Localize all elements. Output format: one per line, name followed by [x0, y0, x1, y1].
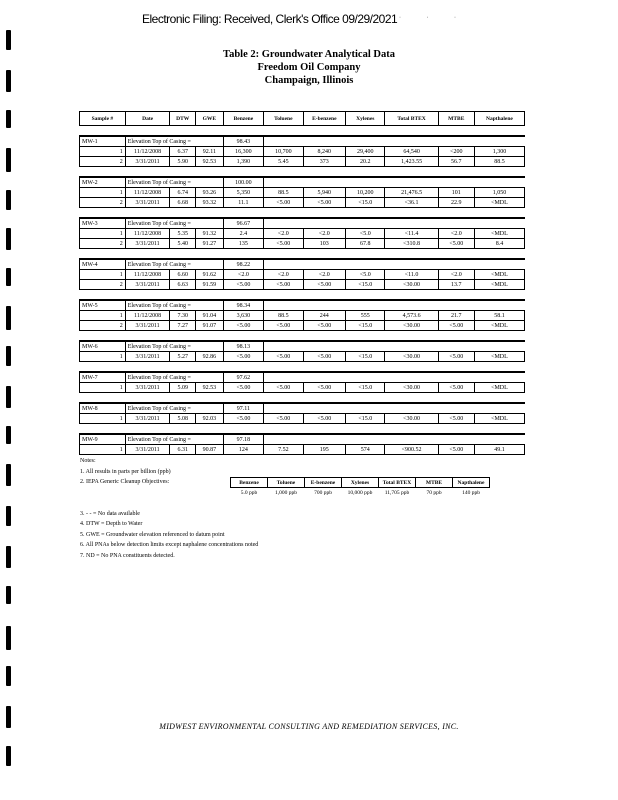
table-cell: <5.00 [438, 445, 474, 455]
table-cell: 8.4 [474, 239, 524, 249]
table-cell: 1 [80, 270, 126, 280]
table-cell: 5.90 [170, 157, 196, 167]
cleanup-header-row [231, 478, 490, 488]
table-row [80, 280, 525, 290]
well-header-row [80, 300, 525, 311]
table-cell: 5,940 [303, 188, 346, 198]
table-cell: 6.63 [170, 280, 196, 290]
table-row [80, 383, 525, 393]
well-header-row [80, 372, 525, 383]
spacer-cell [80, 126, 525, 137]
table-cell: 3/31/2011 [125, 198, 170, 208]
table-cell: 2 [80, 321, 126, 331]
cleanup-header: MTBE [416, 478, 453, 488]
table-cell: <MDL [474, 321, 524, 331]
table-cell: 4,573.6 [385, 311, 438, 321]
cleanup-header: Xylenes [342, 478, 379, 488]
table-cell: 91.07 [196, 321, 224, 331]
spacer-cell [80, 424, 525, 435]
table-cell: 1 [80, 229, 126, 239]
table-cell: 67.8 [346, 239, 385, 249]
table-cell: <5.0 [346, 229, 385, 239]
toc-label: Elevation Top of Casing = [125, 136, 223, 147]
toc-label: Elevation Top of Casing = [125, 372, 223, 383]
table-cell: 7.30 [170, 311, 196, 321]
toc-label: Elevation Top of Casing = [125, 434, 223, 445]
table-cell: <MDL [474, 270, 524, 280]
toc-label: Elevation Top of Casing = [125, 403, 223, 414]
toc-label: Elevation Top of Casing = [125, 259, 223, 270]
table-row [80, 147, 525, 157]
table-cell: <5.00 [438, 383, 474, 393]
table-cell: 1 [80, 445, 126, 455]
table-cell: <5.00 [264, 352, 303, 362]
note-item: 4. DTW = Depth to Water [80, 521, 143, 527]
well-id: MW-3 [80, 218, 126, 229]
table-cell: 11/12/2008 [125, 229, 170, 239]
well-id: MW-6 [80, 341, 126, 352]
table-cell: 92.11 [196, 147, 224, 157]
table-cell: <MDL [474, 352, 524, 362]
cleanup-value: 10,000 ppb [347, 489, 373, 496]
col-header: Toluene [264, 112, 303, 126]
col-header: DTW [170, 112, 196, 126]
toc-value: 98.34 [223, 300, 263, 311]
table-cell: <2.0 [303, 229, 346, 239]
table-cell: <MDL [474, 383, 524, 393]
table-cell: 11.1 [223, 198, 263, 208]
spacer-row [80, 362, 525, 373]
table-cell: 58.1 [474, 311, 524, 321]
table-cell: <5.00 [264, 383, 303, 393]
well-header-row [80, 259, 525, 270]
table-cell: 1 [80, 383, 126, 393]
spacer-row [80, 249, 525, 260]
table-cell: <15.0 [346, 321, 385, 331]
table-cell: 574 [346, 445, 385, 455]
table-cell: <2.0 [438, 229, 474, 239]
cleanup-value: 11,705 ppb [384, 489, 410, 496]
table-cell: 2 [80, 239, 126, 249]
spacer-cell [80, 393, 525, 404]
col-header: Benzene [223, 112, 263, 126]
table-cell: 6.60 [170, 270, 196, 280]
cleanup-value: 5.0 ppb [240, 489, 258, 496]
table-cell: 3/31/2011 [125, 239, 170, 249]
table-cell: 373 [303, 157, 346, 167]
table-cell: 195 [303, 445, 346, 455]
col-header: Total BTEX [385, 112, 438, 126]
table-cell: 92.03 [196, 414, 224, 424]
table-cell: 2 [80, 280, 126, 290]
toc-value: 98.22 [223, 259, 263, 270]
toc-label: Elevation Top of Casing = [125, 218, 223, 229]
table-cell: 5.45 [264, 157, 303, 167]
cleanup-value: 140 ppb [462, 489, 480, 496]
table-cell: 3/31/2011 [125, 321, 170, 331]
spacer-cell [80, 249, 525, 260]
table-cell: <5.00 [264, 198, 303, 208]
table-cell: <900.52 [385, 445, 438, 455]
table-cell: <MDL [474, 280, 524, 290]
note-item: 7. ND = No PNA constituents detected. [80, 552, 175, 559]
table-cell: <2.0 [264, 229, 303, 239]
col-header: Sample # [80, 112, 126, 126]
toc-value: 100.00 [223, 177, 263, 188]
table-cell: 1 [80, 414, 126, 424]
table-cell: 8,240 [303, 147, 346, 157]
table-cell: <5.00 [303, 383, 346, 393]
toc-blank [264, 403, 525, 414]
table-cell: 1 [80, 147, 126, 157]
well-id: MW-5 [80, 300, 126, 311]
table-cell: 1,423.55 [385, 157, 438, 167]
table-cell: 3/31/2011 [125, 352, 170, 362]
table-cell: 6.37 [170, 147, 196, 157]
table-cell: 101 [438, 188, 474, 198]
table-cell: 135 [223, 239, 263, 249]
table-cell: <310.8 [385, 239, 438, 249]
spacer-row [80, 393, 525, 404]
toc-label: Elevation Top of Casing = [125, 177, 223, 188]
table-row [80, 239, 525, 249]
col-header: Xylenes [346, 112, 385, 126]
table-cell: 5,350 [223, 188, 263, 198]
toc-blank [264, 341, 525, 352]
table-cell: 555 [346, 311, 385, 321]
table-cell: 64,540 [385, 147, 438, 157]
note-item: 5. GWE = Groundwater elevation referenced to datum point [80, 531, 225, 538]
well-id: MW-9 [80, 434, 126, 445]
table-cell: 5.27 [170, 352, 196, 362]
cleanup-value: 1,000 ppb [275, 489, 297, 496]
table-cell: 10,200 [346, 188, 385, 198]
cleanup-header: Toluene [268, 478, 305, 488]
spacer-row [80, 290, 525, 301]
table-cell: 5.09 [170, 383, 196, 393]
table-cell: 6.68 [170, 198, 196, 208]
table-cell: <5.00 [223, 352, 263, 362]
spacer-cell [80, 331, 525, 342]
table-cell: 11/12/2008 [125, 270, 170, 280]
toc-value: 97.62 [223, 372, 263, 383]
well-header-row [80, 218, 525, 229]
table-cell: <11.4 [385, 229, 438, 239]
table-cell: 11/12/2008 [125, 147, 170, 157]
notes-heading: Notes: [80, 458, 96, 464]
col-header: GWE [196, 112, 224, 126]
table-cell: <200 [438, 147, 474, 157]
filing-stamp: Electronic Filing: Received, Clerk's Office 09/29/2021 [142, 12, 398, 26]
toc-blank [264, 177, 525, 188]
table-cell: <36.1 [385, 198, 438, 208]
table-cell: 22.9 [438, 198, 474, 208]
cleanup-header: Napthalene [453, 478, 490, 488]
table-row [80, 445, 525, 455]
table-cell: 91.04 [196, 311, 224, 321]
table-cell: <15.0 [346, 198, 385, 208]
table-cell: <5.00 [264, 321, 303, 331]
table-cell: <5.00 [303, 321, 346, 331]
well-id: MW-7 [80, 372, 126, 383]
table-cell: 1,050 [474, 188, 524, 198]
table-cell: 5.35 [170, 229, 196, 239]
spacer-row [80, 331, 525, 342]
table-cell: 29,400 [346, 147, 385, 157]
toc-value: 96.67 [223, 218, 263, 229]
table-cell: 3/31/2011 [125, 157, 170, 167]
table-cell: <2.0 [303, 270, 346, 280]
table-cell: 7.52 [264, 445, 303, 455]
table-cell: <MDL [474, 229, 524, 239]
table-row [80, 311, 525, 321]
cleanup-header: E-benzene [305, 478, 342, 488]
well-id: MW-2 [80, 177, 126, 188]
col-header: MTBE [438, 112, 474, 126]
table-cell: <15.0 [346, 383, 385, 393]
well-id: MW-8 [80, 403, 126, 414]
table-cell: <5.00 [223, 414, 263, 424]
table-cell: <MDL [474, 414, 524, 424]
well-header-row [80, 177, 525, 188]
cleanup-value: 70 ppb [426, 489, 442, 496]
spacer-row [80, 424, 525, 435]
spacer-cell [80, 290, 525, 301]
note-item: 3. - - = No data available [80, 510, 140, 517]
note-item: 2. IEPA Generic Cleanup Objectives: [80, 479, 170, 485]
table-cell: <5.00 [438, 239, 474, 249]
col-header: Napthalene [474, 112, 524, 126]
table-cell: 91.32 [196, 229, 224, 239]
table-cell: 2 [80, 157, 126, 167]
table-header-row [80, 112, 525, 126]
table-cell: <15.0 [346, 280, 385, 290]
spacer-row [80, 208, 525, 219]
note-item: 6. All PNAs below detection limits except naphalene concentrations noted [80, 542, 259, 548]
toc-value: 98.43 [223, 136, 263, 147]
toc-value: 97.11 [223, 403, 263, 414]
table-cell: <30.00 [385, 352, 438, 362]
note-item: 1. All results in parts per billion (ppb) [80, 468, 171, 475]
table-cell: 21,476.5 [385, 188, 438, 198]
table-row [80, 321, 525, 331]
table-cell: 10,700 [264, 147, 303, 157]
table-cell: <5.00 [264, 280, 303, 290]
table-cell: 13.7 [438, 280, 474, 290]
toc-label: Elevation Top of Casing = [125, 300, 223, 311]
toc-blank [264, 300, 525, 311]
table-cell: <5.00 [223, 321, 263, 331]
toc-label: Elevation Top of Casing = [125, 341, 223, 352]
groundwater-table [79, 111, 525, 455]
table-cell: 1 [80, 188, 126, 198]
table-cell: 93.26 [196, 188, 224, 198]
table-row [80, 352, 525, 362]
table-cell: 91.62 [196, 270, 224, 280]
table-cell: 88.5 [474, 157, 524, 167]
table-cell: 1 [80, 311, 126, 321]
table-row [80, 414, 525, 424]
table-cell: <5.0 [346, 270, 385, 280]
table-cell: <5.00 [303, 198, 346, 208]
table-cell: <5.00 [438, 414, 474, 424]
well-header-row [80, 341, 525, 352]
table-row [80, 229, 525, 239]
table-cell: 3/31/2011 [125, 414, 170, 424]
toc-blank [264, 372, 525, 383]
table-cell: 11/12/2008 [125, 188, 170, 198]
table-cell: <5.00 [303, 414, 346, 424]
table-cell: <MDL [474, 198, 524, 208]
cleanup-header: Benzene [231, 478, 268, 488]
table-cell: 92.53 [196, 157, 224, 167]
company-name: Freedom Oil Company [257, 62, 361, 73]
table-cell: 6.31 [170, 445, 196, 455]
cleanup-value-row [231, 488, 490, 498]
table-cell: <5.00 [223, 383, 263, 393]
col-header: Date [125, 112, 170, 126]
toc-value: 97.18 [223, 434, 263, 445]
table-cell: <30.00 [385, 321, 438, 331]
table-cell: <30.00 [385, 414, 438, 424]
table-cell: <15.0 [346, 352, 385, 362]
table-cell: 91.59 [196, 280, 224, 290]
spacer-row [80, 167, 525, 178]
table-cell: <11.0 [385, 270, 438, 280]
well-header-row [80, 434, 525, 445]
table-cell: 7.27 [170, 321, 196, 331]
table-cell: 92.53 [196, 383, 224, 393]
table-cell: <5.00 [303, 352, 346, 362]
table-cell: <30.00 [385, 280, 438, 290]
table-cell: <15.0 [346, 414, 385, 424]
spacer-cell [80, 208, 525, 219]
scan-specks: · · · [399, 15, 468, 21]
cleanup-header: Total BTEX [379, 478, 416, 488]
well-id: MW-4 [80, 259, 126, 270]
location: Champaign, Illinois [264, 75, 354, 86]
table-cell: 6.74 [170, 188, 196, 198]
table-cell: 244 [303, 311, 346, 321]
table-cell: 103 [303, 239, 346, 249]
table-cell: 124 [223, 445, 263, 455]
table-cell: <5.00 [303, 280, 346, 290]
table-cell: <5.00 [264, 239, 303, 249]
table-cell: 49.1 [474, 445, 524, 455]
table-cell: <30.00 [385, 383, 438, 393]
table-cell: 90.87 [196, 445, 224, 455]
table-cell: 20.2 [346, 157, 385, 167]
table-title: Table 2: Groundwater Analytical Data [223, 49, 395, 60]
toc-blank [264, 259, 525, 270]
table-cell: 56.7 [438, 157, 474, 167]
col-header: E-benzene [303, 112, 346, 126]
table-row [80, 188, 525, 198]
table-cell: 5.40 [170, 239, 196, 249]
toc-blank [264, 136, 525, 147]
table-cell: <5.00 [264, 414, 303, 424]
spacer-cell [80, 167, 525, 178]
toc-blank [264, 434, 525, 445]
toc-value: 98.13 [223, 341, 263, 352]
spacer-cell [80, 362, 525, 373]
table-cell: 88.5 [264, 188, 303, 198]
table-cell: 3/31/2011 [125, 383, 170, 393]
table-cell: 92.86 [196, 352, 224, 362]
table-cell: 1 [80, 352, 126, 362]
table-cell: <5.00 [223, 280, 263, 290]
table-cell: 3/31/2011 [125, 445, 170, 455]
table-cell: <2.0 [438, 270, 474, 280]
well-id: MW-1 [80, 136, 126, 147]
table-cell: 5.08 [170, 414, 196, 424]
spacer-row [80, 126, 525, 137]
table-row [80, 157, 525, 167]
table-cell: 3/31/2011 [125, 280, 170, 290]
table-cell: 1,300 [474, 147, 524, 157]
well-header-row [80, 403, 525, 414]
cleanup-value: 700 ppb [314, 489, 332, 496]
table-cell: <5.00 [438, 352, 474, 362]
table-cell: 93.32 [196, 198, 224, 208]
company-footer: MIDWEST ENVIRONMENTAL CONSULTING AND REMEDIATION SERVICES, INC. [159, 722, 459, 731]
cleanup-objectives-table [230, 477, 490, 497]
table-cell: 88.5 [264, 311, 303, 321]
table-cell: 2 [80, 198, 126, 208]
table-cell: 21.7 [438, 311, 474, 321]
table-cell: 1,390 [223, 157, 263, 167]
table-cell: 3,630 [223, 311, 263, 321]
table-cell: <2.0 [223, 270, 263, 280]
table-cell: 2.4 [223, 229, 263, 239]
toc-blank [264, 218, 525, 229]
table-cell: 91.27 [196, 239, 224, 249]
table-row [80, 198, 525, 208]
table-cell: <2.0 [264, 270, 303, 280]
table-cell: 16,300 [223, 147, 263, 157]
table-cell: 11/12/2008 [125, 311, 170, 321]
well-header-row [80, 136, 525, 147]
table-cell: <5.00 [438, 321, 474, 331]
notes-section [80, 456, 258, 561]
table-row [80, 270, 525, 280]
